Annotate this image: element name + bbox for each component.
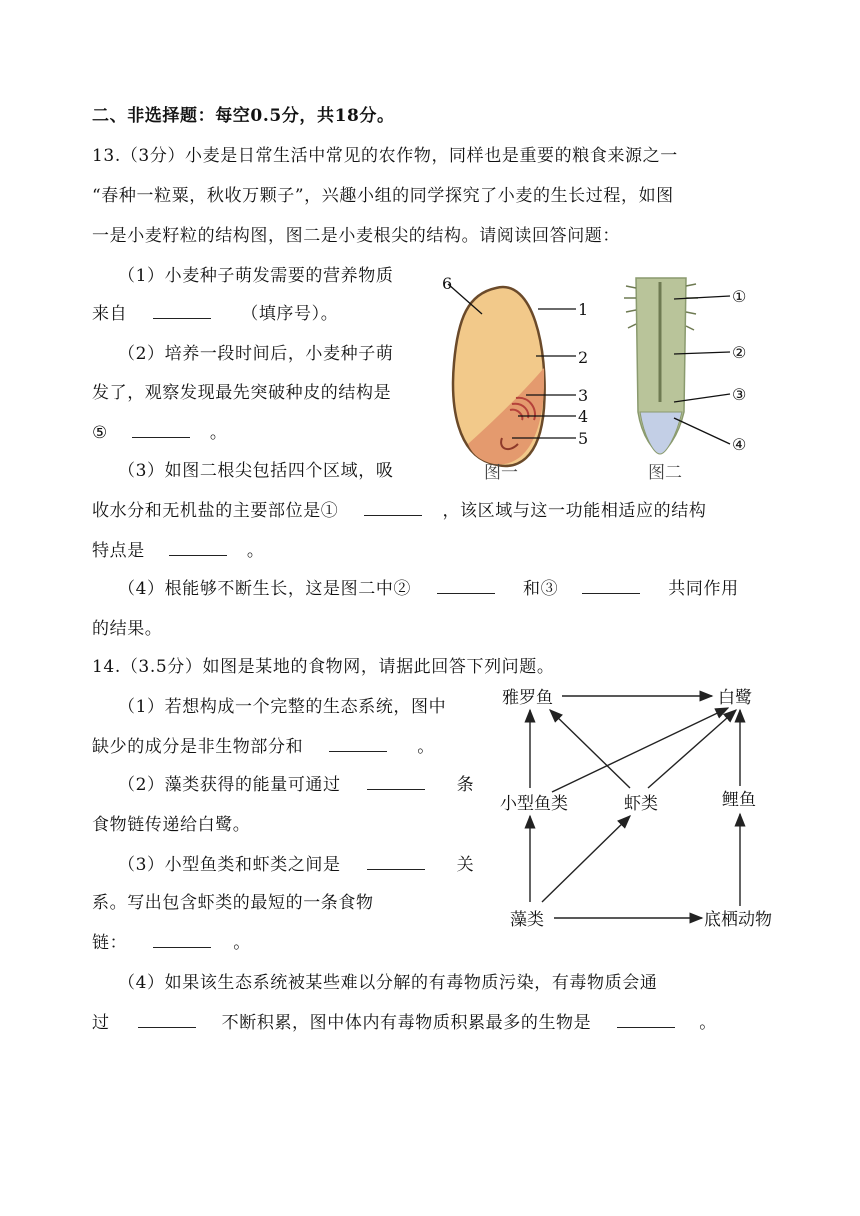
q13-part3-line2	[92, 499, 706, 523]
q14-part1-line2	[92, 735, 435, 759]
fig1-label-6: 6	[442, 274, 453, 293]
q14-part2-line2: 食物链传递给白鹭。	[92, 815, 251, 835]
q13-part4-text3: 共同作用	[668, 579, 739, 599]
q13-part1-line2	[92, 302, 338, 326]
q13-part3-text3: 特点是	[92, 541, 145, 561]
node-luoyu: 雅罗鱼	[502, 688, 553, 708]
q13-part3-blank1[interactable]	[364, 499, 422, 516]
q14-part2-text: （2）藻类获得的能量可通过	[118, 775, 341, 795]
q13-part3-blank2[interactable]	[169, 539, 227, 556]
node-diqi: 底栖动物	[704, 910, 772, 930]
q14-part4-end: 。	[699, 1013, 717, 1033]
fig1-caption: 图一	[484, 463, 518, 483]
q14-line1: 14.（3.5分）如图是某地的食物网，请据此回答下列问题。	[92, 657, 555, 677]
q14-part3-line3	[92, 931, 251, 955]
q14-part4-line2	[92, 1011, 717, 1035]
fig2-label-4: ④	[732, 435, 747, 454]
q13-part4-text: （4）根能够不断生长，这是图二中②	[118, 579, 412, 599]
q13-part4-text2: 和③	[523, 579, 559, 599]
q14-part1-blank[interactable]	[329, 735, 387, 752]
q13-part2-end: 。	[209, 423, 228, 443]
q14-part4-line1: （4）如果该生态系统被某些难以分解的有毒物质污染，有毒物质会通	[118, 973, 658, 993]
q13-line1: 13.（3分）小麦是日常生活中常见的农作物，同样也是重要的粮食来源之一	[92, 146, 678, 166]
q13-part3-text2: ，该区域与这一功能相适应的结构	[442, 501, 707, 521]
q13-part4-line2: 的结果。	[92, 619, 163, 639]
q13-part4-line1	[118, 577, 739, 601]
q13-part3-line1: （3）如图二根尖包括四个区域，吸	[118, 461, 394, 481]
q13-part2-line2: 发了，观察发现最先突破种皮的结构是	[92, 383, 392, 403]
q14-part3-blank1[interactable]	[367, 853, 425, 870]
q14-part3-text3: 链：	[92, 933, 128, 953]
section-title: 二、非选择题：每空0.5分，共18分。	[92, 106, 395, 126]
q14-part2-blank[interactable]	[367, 773, 425, 790]
q14-part3-text: （3）小型鱼类和虾类之间是	[118, 855, 341, 875]
q13-part2-line3	[92, 421, 227, 445]
fig1-label-4: 4	[578, 407, 589, 426]
q14-part3-text2: 关	[456, 855, 475, 875]
node-xiaoyu: 小型鱼类	[500, 794, 568, 814]
q14-part1-text: 缺少的成分是非生物部分和	[92, 737, 304, 757]
food-web-diagram	[490, 676, 790, 936]
q13-part3-line3	[92, 539, 264, 563]
q14-part3-line2: 系。写出包含虾类的最短的一条食物	[92, 893, 374, 913]
q13-part3-end: 。	[246, 541, 265, 561]
fig1-label-5: 5	[578, 429, 589, 448]
fig2-caption: 图二	[648, 463, 682, 483]
fig1-label-2: 2	[578, 348, 589, 367]
q13-part3-text: 收水分和无机盐的主要部位是①	[92, 501, 339, 521]
q13-part1-blank[interactable]	[153, 302, 211, 319]
fig2-label-1: ①	[732, 287, 747, 306]
node-bailu: 白鹭	[718, 688, 752, 708]
q14-part4-blank1[interactable]	[138, 1011, 196, 1028]
q13-part2-num: ⑤	[92, 423, 108, 443]
q13-part1-suffix: （填序号）。	[241, 304, 339, 324]
q14-part3-end: 。	[233, 933, 251, 953]
q13-part4-blank2[interactable]	[582, 577, 640, 594]
q13-line2: “春种一粒粟，秋收万颗子”，兴趣小组的同学探究了小麦的生长过程，如图	[92, 186, 674, 206]
q14-part4-blank2[interactable]	[617, 1011, 675, 1028]
wheat-grain-figure	[438, 268, 608, 488]
q13-part2-line1: （2）培养一段时间后，小麦种子萌	[118, 344, 394, 364]
node-zao: 藻类	[510, 910, 544, 930]
q13-part1-text: 来自	[92, 304, 128, 324]
q14-part4-text2: 不断积累，图中体内有毒物质积累最多的生物是	[221, 1013, 592, 1033]
fig2-label-2: ②	[732, 343, 747, 362]
fig2-label-3: ③	[732, 385, 747, 404]
q14-part2-text2: 条	[456, 775, 475, 795]
root-tip-figure	[618, 272, 788, 490]
q14-part3-blank2[interactable]	[153, 931, 211, 948]
node-xia: 虾类	[624, 794, 658, 814]
fig1-label-3: 3	[578, 386, 589, 405]
q14-part3-line1	[118, 853, 474, 877]
q13-part2-blank[interactable]	[132, 421, 190, 438]
q14-part4-text: 过	[92, 1013, 110, 1033]
fig1-label-1: 1	[578, 300, 589, 319]
q13-line3: 一是小麦籽粒的结构图，图二是小麦根尖的结构。请阅读回答问题：	[92, 226, 620, 246]
q13-part1-line1: （1）小麦种子萌发需要的营养物质	[118, 266, 394, 286]
q14-part1-line1: （1）若想构成一个完整的生态系统，图中	[118, 697, 447, 717]
q14-part2-line1	[118, 773, 474, 797]
q14-part1-end: 。	[417, 737, 435, 757]
node-liyu: 鲤鱼	[722, 790, 756, 810]
q13-part4-blank1[interactable]	[437, 577, 495, 594]
